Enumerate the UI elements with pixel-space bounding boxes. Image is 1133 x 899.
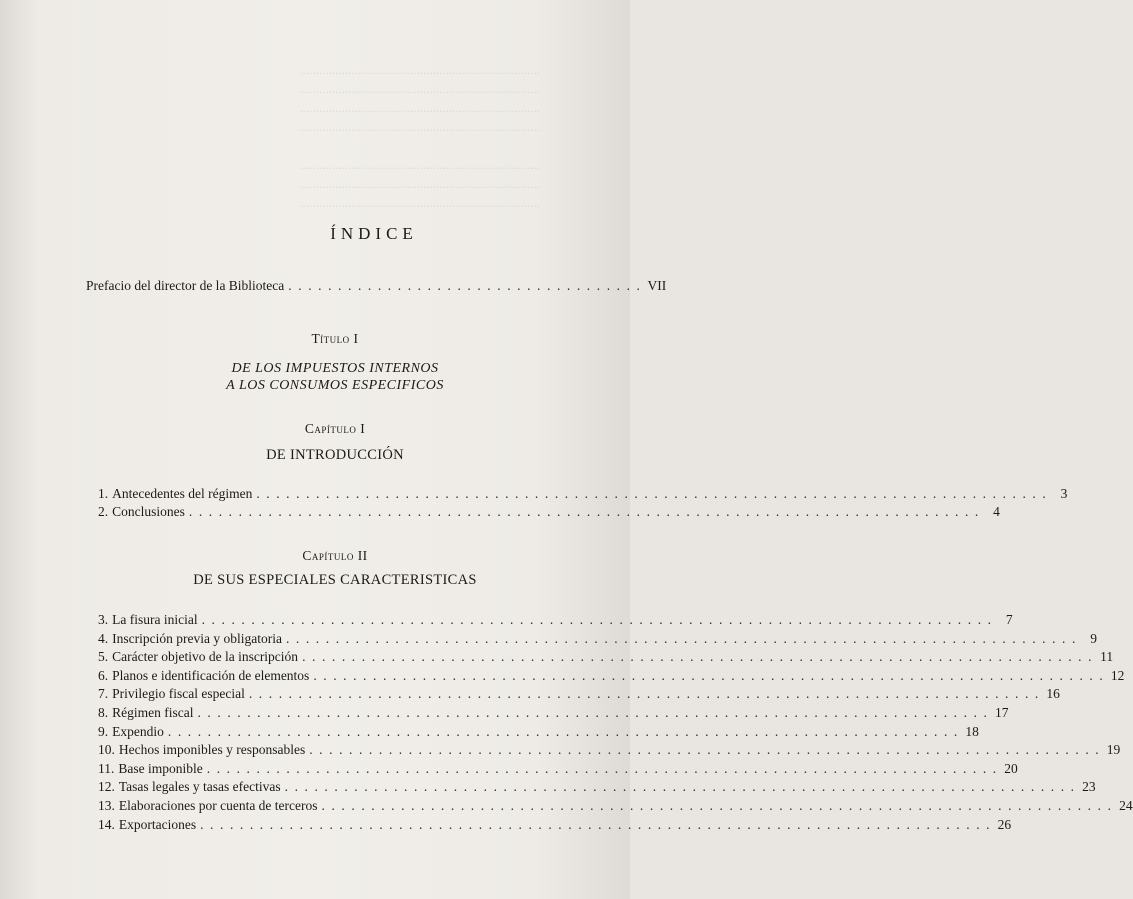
leader-dots: . . . . . . . . . . . . . . . . . . . . . . . . . . . . . . . . . . . . . . . . . . . . . . . . . . . . . . . . . . . . . . . . . . . . . . . . . . . . . . . . [285,630,1077,646]
toc-entry-preface [86,278,667,294]
toc-entry-page: 4 [993,504,1000,519]
toc-entry-label: Privilegio fiscal especial [112,686,245,702]
toc-entry [98,742,1121,758]
toc-entry-label: Elaboraciones por cuenta de terceros [118,798,318,813]
toc-entry [98,705,1009,721]
toc-entry-page: 17 [995,705,1009,720]
toc-entry-label: Antecedentes del régimen [112,486,253,501]
index-title: ÍNDICE [330,224,418,243]
titulo-heading-line-2: A LOS CONSUMOS ESPECIFICOS [226,378,444,393]
toc-entry-label: Planos e identificación de elementos [112,667,310,683]
toc-entry [98,779,1096,795]
toc-entry-page: 18 [965,723,979,739]
toc-entry-page: 16 [1046,686,1060,702]
toc-entry-number: 12. [98,779,115,795]
toc-entry [98,504,1000,520]
toc-entry-label: Conclusiones [112,504,185,519]
toc-entry [98,760,1018,777]
toc-entry [98,612,1013,628]
toc-entry-number: 7. [98,686,109,702]
leader-dots: . . . . . . . . . . . . . . . . . . . . . . . . . . . . . . . . . . . . [288,278,642,293]
page-title [0,224,630,244]
leader-dots: . . . . . . . . . . . . . . . . . . . . . . . . . . . . . . . . . . . . . . . . . . . . . . . . . . . . . . . . . . . . . . . . . . . . . . . . . . . . . . . . [188,504,980,519]
toc-entry-label: Carácter objetivo de la inscripción [112,649,299,665]
toc-entry-number: 5. [98,649,109,665]
toc-entry-number: 10. [98,742,115,758]
toc-entry-number: 8. [98,705,109,720]
toc-entry-page: 7 [1005,612,1013,627]
leader-dots: . . . . . . . . . . . . . . . . . . . . . . . . . . . . . . . . . . . . . . . . . . . . . . . . . . . . . . . . . . . . . . . . . . . . . . . . . . . . . . . . [313,667,1105,683]
toc-entry-label: La fisura inicial [112,612,198,627]
toc-entry-page: 23 [1082,779,1096,795]
titulo-label: Título I [311,331,359,346]
toc-entry-number: 14. [98,816,115,832]
toc-entry-number: 9. [98,723,109,739]
toc-entry-page: 11 [1100,649,1114,665]
toc-entry [98,816,1012,833]
leader-dots: . . . . . . . . . . . . . . . . . . . . . . . . . . . . . . . . . . . . . . . . . . . . . . . . . . . . . . . . . . . . . . . . . . . . . . . . . . . . . . . . [284,779,1076,795]
toc-entry-page: VII [647,278,667,293]
toc-entry [98,686,1060,702]
leader-dots: . . . . . . . . . . . . . . . . . . . . . . . . . . . . . . . . . . . . . . . . . . . . . . . . . . . . . . . . . . . . . . . . . . . . . . . . . . . . . . . . [309,742,1101,758]
chapter-label: Capítulo II [302,548,368,563]
toc-entry [98,649,1114,665]
toc-entry-page: 26 [997,816,1012,832]
chapter-heading: DE SUS ESPECIALES CARACTERISTICAS [193,572,477,588]
chapter-heading: DE INTRODUCCIÓN [266,447,404,463]
toc-entry-label: Tasas legales y tasas efectivas [118,779,281,795]
toc-entry [98,798,1133,814]
toc-entry-number: 6. [98,667,109,683]
toc-entry-page: 19 [1106,742,1121,758]
toc-entry-label: Régimen fiscal [112,705,194,720]
toc-entry-label: Inscripción previa y obligatoria [112,630,282,646]
toc-entry-number: 4. [98,630,109,646]
toc-entry-number: 3. [98,612,109,627]
leader-dots: . . . . . . . . . . . . . . . . . . . . . . . . . . . . . . . . . . . . . . . . . . . . . . . . . . . . . . . . . . . . . . . . . . . . . . . . . . . . . . . . [321,798,1113,813]
toc-entry-page: 12 [1110,667,1125,683]
toc-entry-label: Base imponible [118,760,203,776]
bleed-through-text: .......................................................................... .......................................................................... .......................................................................... .......................................................................... .......................................................................... .......................................................................... .......................................................................... [299,62,540,210]
leader-dots: . . . . . . . . . . . . . . . . . . . . . . . . . . . . . . . . . . . . . . . . . . . . . . . . . . . . . . . . . . . . . . . . . . . . . . . . . . . . . . . . [206,760,998,776]
toc-entry-label: Expendio [112,723,164,739]
chapter-label: Capítulo I [304,421,366,436]
leader-dots: . . . . . . . . . . . . . . . . . . . . . . . . . . . . . . . . . . . . . . . . . . . . . . . . . . . . . . . . . . . . . . . . . . . . . . . . . . . . . . . . [200,816,992,832]
leader-dots: . . . . . . . . . . . . . . . . . . . . . . . . . . . . . . . . . . . . . . . . . . . . . . . . . . . . . . . . . . . . . . . . . . . . . . . . . . . . . . . . [197,705,989,720]
toc-entry [98,486,1068,502]
titulo-heading-line-1: DE LOS IMPUESTOS INTERNOS [231,361,439,376]
toc-entry [98,723,979,740]
toc-entry-label: Prefacio del director de la Biblioteca [86,278,285,293]
leader-dots: . . . . . . . . . . . . . . . . . . . . . . . . . . . . . . . . . . . . . . . . . . . . . . . . . . . . . . . . . . . . . . . . . . . . . . . . . . . . . . . . [167,723,959,739]
leader-dots: . . . . . . . . . . . . . . . . . . . . . . . . . . . . . . . . . . . . . . . . . . . . . . . . . . . . . . . . . . . . . . . . . . . . . . . . . . . . . . . . [248,686,1040,702]
toc-entry-page: 9 [1090,630,1097,646]
toc-entry-number: 2. [98,504,109,519]
toc-entry-number: 1. [98,486,109,501]
leader-dots: . . . . . . . . . . . . . . . . . . . . . . . . . . . . . . . . . . . . . . . . . . . . . . . . . . . . . . . . . . . . . . . . . . . . . . . . . . . . . . . . [256,486,1048,501]
toc-entry [98,630,1097,647]
leader-dots: . . . . . . . . . . . . . . . . . . . . . . . . . . . . . . . . . . . . . . . . . . . . . . . . . . . . . . . . . . . . . . . . . . . . . . . . . . . . . . . . [302,649,1094,665]
toc-entry-label: Hechos imponibles y responsables [118,742,306,758]
leader-dots: . . . . . . . . . . . . . . . . . . . . . . . . . . . . . . . . . . . . . . . . . . . . . . . . . . . . . . . . . . . . . . . . . . . . . . . . . . . . . . . . [201,612,993,627]
toc-entry [98,667,1125,684]
toc-entry-label: Exportaciones [118,816,197,832]
toc-entry-page: 24 [1119,798,1133,813]
toc-entry-number: 13. [98,798,115,813]
toc-entry-number: 11. [98,760,115,776]
toc-entry-page: 20 [1004,760,1018,776]
toc-entry-page: 3 [1060,486,1068,501]
